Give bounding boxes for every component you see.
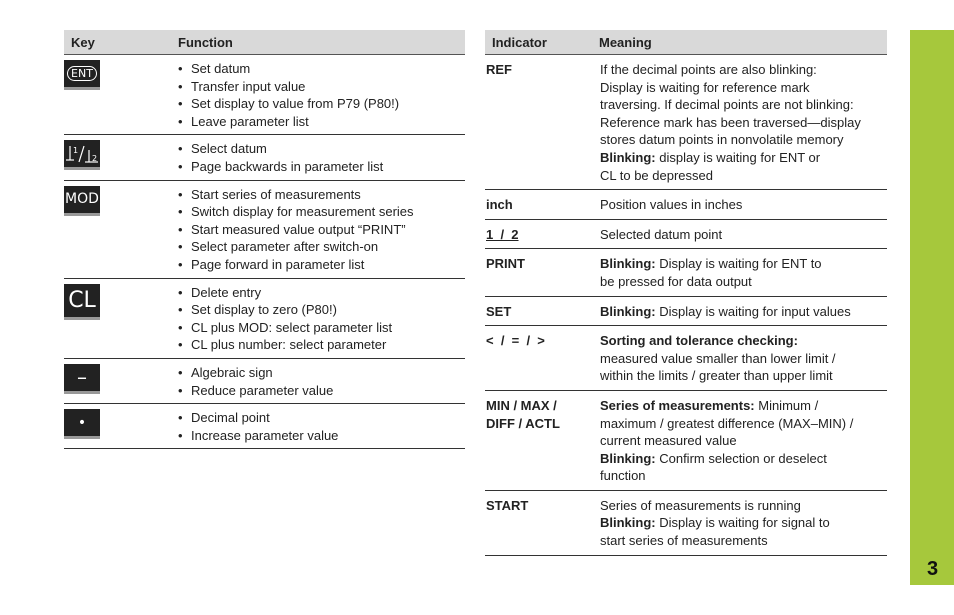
meaning-text: Selected datum point bbox=[600, 226, 723, 242]
list-item: • Transfer input value bbox=[178, 78, 465, 96]
indicator-table-header bbox=[485, 30, 887, 55]
list-item: • Leave parameter list bbox=[178, 113, 465, 131]
ent-key-icon: ENT bbox=[64, 60, 100, 90]
indicator-label: PRINT bbox=[486, 256, 525, 272]
decimal-point-key-icon: • bbox=[64, 409, 100, 439]
list-item: • Set datum bbox=[178, 60, 465, 78]
list-item: • Increase parameter value bbox=[178, 427, 465, 445]
list-item: • Delete entry bbox=[178, 284, 465, 302]
table-row bbox=[485, 55, 887, 190]
list-item: • Reduce parameter value bbox=[178, 382, 465, 400]
table-row bbox=[64, 359, 465, 404]
list-item: • Start series of measurements bbox=[178, 186, 465, 204]
cl-key-icon: CL bbox=[64, 284, 100, 320]
indicator-meaning-table bbox=[485, 30, 887, 556]
list-item: • Select parameter after switch-on bbox=[178, 238, 465, 256]
indicator-label: START bbox=[486, 497, 529, 513]
table-row bbox=[485, 491, 887, 556]
meaning-text: Position values in inches bbox=[600, 197, 743, 213]
meaning-text: Sorting and tolerance checking: measured value smaller than lower limit / within the limits / greater than upper limit bbox=[600, 333, 836, 384]
table-row bbox=[485, 391, 887, 491]
table-row bbox=[64, 135, 465, 180]
header-function: Function bbox=[178, 34, 233, 50]
chapter-number: 3 bbox=[927, 558, 939, 580]
key-table-header bbox=[64, 30, 465, 55]
indicator-label: 1 / 2 bbox=[486, 226, 519, 242]
svg-text:2: 2 bbox=[92, 153, 98, 163]
list-item: • Decimal point bbox=[178, 409, 465, 427]
indicator-label: MIN / MAX / DIFF / ACTL bbox=[486, 397, 560, 431]
key-function-table bbox=[64, 30, 465, 449]
table-row bbox=[485, 326, 887, 391]
indicator-label: inch bbox=[486, 197, 513, 213]
list-item: • Select datum bbox=[178, 140, 465, 158]
datum-select-key-icon bbox=[64, 140, 100, 170]
list-item: • CL plus number: select parameter bbox=[178, 336, 465, 354]
list-item: • Set display to value from P79 (P80!) bbox=[178, 95, 465, 113]
table-row bbox=[485, 297, 887, 327]
list-item: • Page backwards in parameter list bbox=[178, 158, 465, 176]
chapter-tab bbox=[910, 30, 954, 585]
table-row bbox=[485, 249, 887, 296]
mod-key-icon: MOD bbox=[64, 186, 100, 216]
indicator-label: < / = / > bbox=[486, 333, 545, 349]
minus-key-icon: – bbox=[64, 364, 100, 394]
meaning-text: If the decimal points are also blinking: Display is waiting for reference mark traversing. If decimal points are not blinking: Reference mark has been traversed—display stores datum points in nonvolatile memory Blinking: display is waiting for ENT or CL to be depressed bbox=[600, 62, 861, 183]
table-row bbox=[64, 55, 465, 135]
list-item: • Algebraic sign bbox=[178, 364, 465, 382]
header-indicator: Indicator bbox=[492, 34, 547, 50]
meaning-text: Series of measurements is running Blinking: Display is waiting for signal to start series of measurements bbox=[600, 497, 830, 549]
header-key: Key bbox=[71, 34, 95, 50]
indicator-label: REF bbox=[486, 62, 512, 77]
header-meaning: Meaning bbox=[599, 34, 652, 50]
list-item: • Start measured value output “PRINT” bbox=[178, 221, 465, 239]
meaning-text: Blinking: Display is waiting for input values bbox=[600, 303, 851, 319]
table-row bbox=[64, 279, 465, 359]
indicator-label: SET bbox=[486, 303, 512, 319]
table-row bbox=[64, 404, 465, 449]
list-item: • Page forward in parameter list bbox=[178, 256, 465, 274]
table-row bbox=[485, 190, 887, 220]
list-item: • CL plus MOD: select parameter list bbox=[178, 319, 465, 337]
list-item: • Switch display for measurement series bbox=[178, 203, 465, 221]
table-row bbox=[485, 220, 887, 250]
svg-text:1: 1 bbox=[73, 145, 79, 155]
list-item: • Set display to zero (P80!) bbox=[178, 301, 465, 319]
meaning-text: Series of measurements: Minimum / maximum / greatest difference (MAX–MIN) / current measured value Blinking: Confirm selection or deselect function bbox=[600, 397, 854, 484]
meaning-text: Blinking: Display is waiting for ENT to be pressed for data output bbox=[600, 256, 822, 289]
table-row bbox=[64, 181, 465, 279]
